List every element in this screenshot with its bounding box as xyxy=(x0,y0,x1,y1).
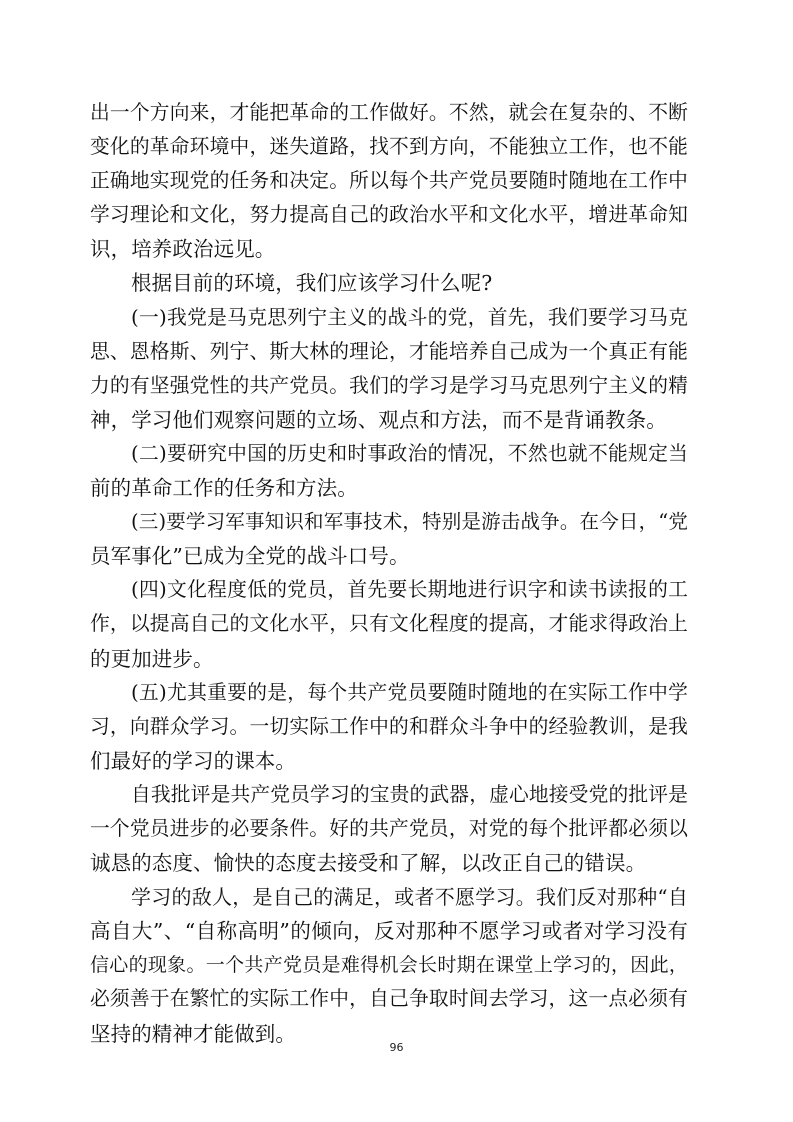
paragraph-start: (二)要研究中国的历史和时事政治的情况，不然也就不能规定当 xyxy=(131,441,688,465)
paragraph-start: (五)尤其重要的是，每个共产党员要随时随地的在实际工作中学 xyxy=(131,680,688,704)
paragraph-start: 根据目前的环境，我们应该学习什么呢? xyxy=(131,271,493,296)
text-line: 神，学习他们观察问题的立场、观点和方法，而不是背诵教条。 xyxy=(90,407,667,432)
text-line: 们最好的学习的课本。 xyxy=(90,748,296,773)
text-line: 坚持的精神才能做到。 xyxy=(90,1021,296,1046)
text-line: 一个党员进步的必要条件。好的共产党员，对党的每个批评都必须以 xyxy=(90,816,688,840)
text-line: 学习理论和文化，努力提高自己的政治水平和文化水平，增进革命知 xyxy=(90,203,688,227)
text-line: 高自大”、“自称高明”的倾向，反对那种不愿学习或者对学习没有 xyxy=(90,919,688,944)
paragraph-start: 自我批评是共产党员学习的宝贵的武器，虚心地接受党的批评是 xyxy=(131,782,688,806)
paragraph-start: (三)要学习军事知识和军事技术，特别是游击战争。在今日，“党 xyxy=(131,510,688,534)
text-line: 前的革命工作的任务和方法。 xyxy=(90,476,358,501)
document-body xyxy=(90,96,688,1051)
text-line: 出一个方向来，才能把革命的工作做好。不然，就会在复杂的、不断 xyxy=(90,101,688,124)
text-line: 习，向群众学习。一切实际工作中的和群众斗争中的经验教训，是我 xyxy=(90,714,688,738)
text-line: 识，培养政治远见。 xyxy=(90,237,276,262)
text-line: 诚恳的态度、愉快的态度去接受和了解，以改正自己的错误。 xyxy=(90,851,647,876)
text-line: 作，以提高自己的文化水平，只有文化程度的提高，才能求得政治上 xyxy=(90,612,688,636)
text-line: 变化的革命环境中，迷失道路，找不到方向，不能独立工作，也不能 xyxy=(90,135,688,159)
text-line: 员军事化”已成为全党的战斗口号。 xyxy=(90,544,410,569)
page-number: 96 xyxy=(389,1041,404,1054)
text-line: 正确地实现党的任务和决定。所以每个共产党员要随时随地在工作中 xyxy=(90,169,688,193)
text-line: 必须善于在繁忙的实际工作中，自己争取时间去学习，这一点必须有 xyxy=(90,987,688,1011)
text-line: 的更加进步。 xyxy=(90,646,214,671)
paragraph-start: (一)我党是马克思列宁主义的战斗的党，首先，我们要学习马克 xyxy=(131,305,688,329)
paragraph-start: (四)文化程度低的党员，首先要长期地进行识字和读书读报的工 xyxy=(131,578,688,602)
text-line: 思、恩格斯、列宁、斯大林的理论，才能培养自己成为一个真正有能 xyxy=(90,339,688,363)
text-line: 信心的现象。一个共产党员是难得机会长时期在课堂上学习的，因此， xyxy=(90,954,688,977)
text-line: 力的有坚强党性的共产党员。我们的学习是学习马克思列宁主义的精 xyxy=(90,373,688,397)
paragraph-start: 学习的敌人，是自己的满足，或者不愿学习。我们反对那种“自 xyxy=(131,885,688,910)
